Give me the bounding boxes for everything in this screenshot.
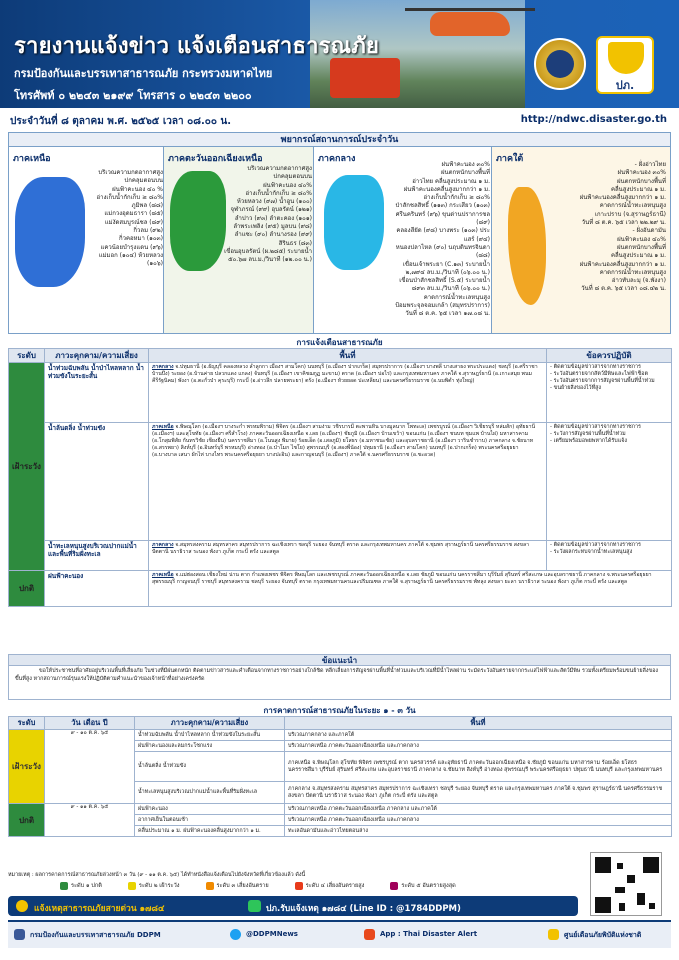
facebook-icon bbox=[14, 929, 25, 940]
region-name: ภาคกลาง bbox=[318, 154, 356, 164]
date-cell: ๙ - ๑๐ ต.ค. ๖๕ bbox=[45, 730, 135, 804]
hazard-cell: น้ำล้นตลิ่ง น้ำท่วมขัง bbox=[135, 752, 285, 782]
advice-text: ขอให้ประชาชนที่อาศัยอยู่บริเวณพื้นที่เสี่ยงภัย ในช่วงที่มีฝนตกหนัก ติดตามข่าวสารและคำเตือนจากทางราชการอย่างใกล้ชิด หลีกเลี่ยงการสัญจรผ่านพื้นที่น้ำท่วมและบริเวณที่มีน้ำไหลผ่าน ระมัดระวังอันตรายจากกระแสไฟฟ้าและสัตว์มีพิษ รวมทั้งเตรียมพร้อมขนย้ายสิ่งของขึ้นที่สูง หากสถานการณ์รุนแรงให้ปฏิบัติตามคำแนะนำของเจ้าหน้าที่อย่างเคร่งครัด bbox=[8, 666, 671, 700]
legend-label: ระดับ ๒ เฝ้าระวัง bbox=[138, 883, 180, 889]
hotline-number[interactable]: แจ้งเหตุสาธารณภัยสายด่วน ๑๗๘๔ bbox=[34, 904, 165, 914]
area-cell bbox=[149, 363, 547, 423]
facebook-link[interactable]: กรมป้องกันและบรรเทาสาธารณภัย DDPM bbox=[30, 931, 161, 939]
phone-icon bbox=[16, 900, 28, 912]
advice-title: ข้อแนะนำ bbox=[8, 654, 671, 666]
ndwc-logo-icon bbox=[548, 929, 559, 940]
warnings-title: การแจ้งเตือนสาธารณภัย bbox=[296, 338, 383, 347]
website-link[interactable]: http://ndwc.disaster.go.th bbox=[520, 114, 667, 125]
qr-code bbox=[590, 852, 662, 916]
area-cell: บริเวณภาคเหนือ ภาคตะวันออกเฉียงเหนือ และภาคกลาง bbox=[285, 741, 672, 752]
line-contact[interactable]: ปภ.รับแจ้งเหตุ ๑๗๘๔ (Line ID : @1784DDPM) bbox=[266, 904, 461, 914]
ddpm-shield-icon bbox=[608, 42, 644, 74]
hazard-cell: ฝนฟ้าคะนองและลมกระโชกแรง bbox=[135, 741, 285, 752]
region-tag: ภาคเหนือ bbox=[152, 572, 174, 578]
col-area: พื้นที่ bbox=[149, 349, 547, 363]
hazard-cell: ฝนฟ้าคะนอง bbox=[135, 804, 285, 815]
ndwc-name: ศูนย์เตือนภัยพิบัติแห่งชาติ bbox=[564, 931, 642, 939]
col-level: ระดับ bbox=[9, 349, 45, 363]
hazard-cell: น้ำท่วมฉับพลัน น้ำป่าไหลหลาก น้ำท่วมขังในระยะสั้น bbox=[45, 363, 149, 423]
legend-item bbox=[390, 882, 455, 890]
date-cell: ๙ - ๑๑ ต.ค. ๖๕ bbox=[45, 804, 135, 837]
area-text: จ.สมุทรสงคราม สมุทรสาคร สมุทรปราการ ฉะเชิงเทรา ชลบุรี ระยอง จันทบุรี ตราด และกรุงเทพมหานคร ภาคใต้ จ.ชุมพร สุราษฎร์ธานี นครศรีธรรมราช สงขลา ปัตตานี นราธิวาส ระนอง พังงา ภูเก็ต กระบี่ ตรัง และสตูล bbox=[152, 542, 530, 555]
table-row bbox=[9, 730, 672, 741]
legend-swatch bbox=[390, 882, 398, 890]
app-icon bbox=[364, 929, 375, 940]
helicopter-icon bbox=[430, 12, 510, 36]
area-text: จ.แม่ฮ่องสอน เชียงใหม่ น่าน ตาก กำแพงเพชร พิจิตร พิษณุโลก และเพชรบูรณ์ ภาคตะวันออกเฉียงเหนือ จ.เลย ชัยภูมิ ขอนแก่น นครราชสีมา บุรีรัมย์ สุรินทร์ ศรีสะเกษ และอุบลราชธานี ภาคกลาง จ.พระนครศรีอยุธยา สุพรรณบุรี กาญจนบุรี ราชบุรี สมุทรสงคราม ชลบุรี ระยอง จันทบุรี ตราด กรุงเทพมหานครและปริมณฑล ภาคใต้ จ.สุราษฎร์ธานี นครศรีธรรมราช พัทลุง สงขลา ยะลา นราธิวาส ระนอง พังงา ภูเก็ต กระบี่ ตรัง และสตูล bbox=[152, 572, 652, 585]
legend-swatch bbox=[128, 882, 136, 890]
area-cell: ทะเลอันดามันและอ่าวไทยตอนล่าง bbox=[285, 826, 672, 837]
twitter-link[interactable]: @DDPMNews bbox=[246, 930, 298, 938]
forecast-title: การคาดการณ์สาธารณภัยในระยะ ๑ - ๓ วัน bbox=[263, 706, 416, 715]
footer-bar bbox=[8, 920, 671, 948]
advice-cell: - ติดตามข้อมูลข่าวสารจากทางราชการ - ระวังผลกระทบจากน้ำทะเลหนุนสูง bbox=[547, 541, 672, 571]
north-map-icon bbox=[15, 177, 85, 287]
area-cell bbox=[149, 423, 547, 541]
legend-item bbox=[128, 882, 180, 890]
legend-swatch bbox=[60, 882, 68, 890]
area-text: จ.ปทุมธานี (อ.ธัญบุรี คลองหลวง ลำลูกกา เมืองฯ สามโคก) นนทบุรี (อ.เมืองฯ ปากเกร็ด) สมุทรปราการ (อ.เมืองฯ บางพลี บางเสาธง พระประแดง) ชลบุรี (อ.ศรีราชา บ้านบึง) ระยอง (อ.บ้านค่าย ปลวกแดง แกลง) จันทบุรี (อ.เมืองฯ เขาคิชฌกูฏ มะขาม) ตราด (อ.เมืองฯ บ่อไร่) และกรุงเทพมหานคร ภาคใต้ จ.สุราษฎร์ธานี (อ.เกาะสมุย พนม คีรีรัฐนิคม) พังงา (อ.ตะกั่วป่า คุระบุรี) กระบี่ (อ.อ่าวลึก ปลายพระยา) ตรัง (อ.เมืองฯ ห้วยยอด ปะเหลียน) และนครศรีธรรมราช (อ.นบพิตำ ทุ่งใหญ่) bbox=[152, 364, 538, 384]
region-name: ภาคใต้ bbox=[496, 154, 524, 164]
ddpm-logo bbox=[596, 36, 654, 94]
region-name: ภาคเหนือ bbox=[13, 154, 51, 164]
region-tag: ภาคเหนือ bbox=[152, 424, 174, 430]
hazard-cell: คลื่นประมาณ ๑ ม. ฝนฟ้าคะนองคลื่นสูงมากกว่า ๑ ม. bbox=[135, 826, 285, 837]
region-text: บริเวณความกดอากาศสูง ปกคลุมตอนบน ฝนฟ้าคะนอง ๔๐% อ่างเก็บน้ำกักเก็บ ≥ ๘๐% ห้วยหลวง (๙๗) น้ำอูน (๑๐๐) จุฬาภรณ์ (๙๙) อุบลรัตน์ (๑๒๑) ลำปาว (๙๓) ลำตะคอง (๑๐๑) ลำพระเพลิง (๙๕) มูลบน (๙๘) ลำแซะ (๙๐) ลำนางรอง (๙๙) สิรินธร (๘๓) เขื่อนอุบลรัตน์ (ผ.๒๘๕) ระบายน้ำ ๕๐.๖๗ ลบ.ม./วินาที (๑๒.๐๐ น.) bbox=[224, 165, 312, 264]
report-title: รายงานแจ้งข่าว แจ้งเตือนสาธารณภัย bbox=[14, 34, 380, 59]
table-row bbox=[9, 541, 672, 571]
area-cell: บริเวณภาคกลาง และภาคใต้ bbox=[285, 730, 672, 741]
area-cell: ภาคเหนือ จ.พิษณุโลก สุโขทัย พิจิตร เพชรบูรณ์ ตาก นครสวรรค์ และอุทัยธานี ภาคตะวันออกเฉียงเหนือ จ.ชัยภูมิ ขอนแก่น มหาสารคาม ร้อยเอ็ด ยโสธร นครราชสีมา บุรีรัมย์ สุรินทร์ ศรีสะเกษ และอุบลราชธานี ภาคกลาง จ.ชัยนาท สิงห์บุรี อ่างทอง สุพรรณบุรี พระนครศรีอยุธยา ปทุมธานี นนทบุรี และกรุงเทพมหานคร bbox=[285, 752, 672, 782]
area-cell bbox=[149, 571, 672, 607]
legend-item bbox=[60, 882, 102, 890]
legend-label: ระดับ ๓ เสี่ยงอันตราย bbox=[216, 883, 269, 889]
advice-cell: - ติดตามข้อมูลข่าวสารจากทางราชการ - ระวังการสัญจรผ่านพื้นที่น้ำท่วม - เตรียมพร้อมอพยพหากได้รับแจ้ง bbox=[547, 423, 672, 541]
forecast-note: หมายเหตุ : ผลการคาดการณ์สาธารณภัยล่วงหน้า ๓ วัน (๙ - ๑๑ ต.ค. ๖๕) ได้ทำหนังสือแจ้งเตือนไปยังจังหวัดที่เกี่ยวข้องแล้ว ดังนี้ bbox=[8, 872, 306, 878]
daily-forecast-panel bbox=[8, 132, 671, 334]
legend-label: ระดับ ๕ อันตรายสูงสุด bbox=[401, 883, 456, 889]
region-north bbox=[9, 147, 164, 333]
line-app-icon bbox=[248, 900, 261, 912]
warnings-table bbox=[8, 348, 672, 607]
col-area: พื้นที่ bbox=[285, 717, 672, 730]
fire-truck-icon bbox=[330, 58, 400, 98]
hazard-cell: น้ำล้นตลิ่ง น้ำท่วมขัง bbox=[45, 423, 149, 541]
report-date: ประจำวันที่ ๘ ตุลาคม พ.ศ. ๒๕๖๕ เวลา ๐๘.๐๐ น. bbox=[10, 116, 232, 127]
table-row bbox=[9, 363, 672, 423]
region-text: - ฝั่งอ่าวไทย ฝนฟ้าคะนอง ๓๐% ฝนตกหนักบางพื้นที่ คลื่นสูงประมาณ ๑ ม. ฝนฟ้าคะนองคลื่นสูงมากกว่า ๑ ม. คาดการณ์น้ำทะเลหนุนสูง เกาะปราบ (จ.สุราษฎร์ธานี) วันที่ ๘ ต.ค. ๖๕ เวลา ๒๒.๒๙ น. - ฝั่งอันดามัน ฝนฟ้าคะนอง ๔๐% ฝนตกหนักบางพื้นที่ คลื่นสูงประมาณ ๑ ม. ฝนฟ้าคะนองคลื่นสูงมากกว่า ๑ ม. คาดการณ์น้ำทะเลหนุนสูง อ่าวทับละมุ (จ.พังงา) วันที่ ๘ ต.ค. ๖๕ เวลา ๐๘.๔๒ น. bbox=[579, 161, 666, 293]
table-row bbox=[9, 423, 672, 541]
level-normal-cell: ปกติ bbox=[9, 804, 45, 837]
region-tag: ภาคกลาง bbox=[152, 542, 174, 548]
central-map-icon bbox=[324, 175, 384, 270]
area-cell: ภาคกลาง จ.สมุทรสงคราม สมุทรสาคร สมุทรปราการ ฉะเชิงเทรา ชลบุรี ระยอง จันทบุรี ตราด และกรุงเทพมหานคร ภาคใต้ จ.ชุมพร สุราษฎร์ธานี นครศรีธรรมราช สงขลา ปัตตานี นราธิวาส ระนอง พังงา ภูเก็ต กระบี่ ตรัง และสตูล bbox=[285, 782, 672, 804]
northeast-map-icon bbox=[170, 171, 226, 271]
south-map-icon bbox=[508, 187, 546, 305]
level-watch-cell: เฝ้าระวัง bbox=[9, 730, 45, 804]
region-northeast bbox=[164, 147, 314, 333]
area-text: จ.พิษณุโลก (อ.เมืองฯ บางระกำ พรหมพิราม) พิจิตร (อ.เมืองฯ สามง่าม วชิรบารมี ตะพานหิน บางมูลนาก โพทะเล) เพชรบูรณ์ (อ.เมืองฯ วิเชียรบุรี หล่มสัก) อุทัยธานี (อ.เมืองฯ) และสุโขทัย (อ.เมืองฯ ศรีสำโรง) ภาคตะวันออกเฉียงเหนือ จ.เลย (อ.เมืองฯ) ชัยภูมิ (อ.เมืองฯ บ้านเขว้า) ขอนแก่น (อ.เมืองฯ ชนบท ชุมแพ บ้านไผ่) มหาสารคาม (อ.โกสุมพิสัย กันทรวิชัย เชียงยืน) นครราชสีมา (อ.โนนสูง พิมาย) ร้อยเอ็ด (อ.เสลภูมิ) ยโสธร (อ.มหาชนะชัย) และอุบลราชธานี (อ.เมืองฯ วารินชำราบ) ภาคกลาง จ.ชัยนาท (อ.สรรพยา) สิงห์บุรี (อ.อินทร์บุรี พรหมบุรี) อ่างทอง (อ.ป่าโมก ไชโย) สุพรรณบุรี (อ.สองพี่น้อง) ปทุมธานี (อ.เมืองฯ สามโคก) นนทบุรี (อ.ปากเกร็ด) พระนครศรีอยุธยา (อ.บางบาล เสนา ผักไห่ บางไทร พระนครศรีอยุธยา บางปะอิน) และกาญจนบุรี (อ.เมืองฯ) ภาคใต้ จ.นครศรีธรรมราช (อ.ชะอวด) bbox=[152, 424, 536, 458]
ddpm-logo-text: ปภ. bbox=[615, 79, 635, 92]
region-south bbox=[492, 147, 670, 333]
advice-cell: - ติดตามข้อมูลข่าวสารจากทางราชการ - ระวังอันตรายจากสัตว์มีพิษและไฟฟ้าช็อต - ระวังอันตรายจากการสัญจรผ่านพื้นที่น้ำท่วม - ขนย้ายสิ่งของไว้ที่สูง bbox=[547, 363, 672, 423]
twitter-icon bbox=[230, 929, 241, 940]
col-level: ระดับ bbox=[9, 717, 45, 730]
area-cell: บริเวณภาคเหนือ ภาคตะวันออกเฉียงเหนือ ภาคกลาง และภาคใต้ bbox=[285, 804, 672, 815]
helicopter-rotor-icon bbox=[405, 8, 535, 11]
hazard-cell: น้ำทะเลหนุนสูงบริเวณปากแม่น้ำ และพื้นที่ริมฝั่งทะเล bbox=[45, 541, 149, 571]
col-date: วัน เดือน ปี bbox=[45, 717, 135, 730]
level-watch-cell: เฝ้าระวัง bbox=[9, 363, 45, 571]
area-cell: บริเวณภาคเหนือ ภาคตะวันออกเฉียงเหนือ และภาคกลาง bbox=[285, 815, 672, 826]
hotline-bar bbox=[8, 896, 578, 916]
forecast-panel-title: พยากรณ์สถานการณ์ประจำวัน bbox=[9, 133, 670, 147]
level-normal-cell: ปกติ bbox=[9, 571, 45, 607]
legend-label: ระดับ ๔ เสี่ยงอันตรายสูง bbox=[305, 883, 365, 889]
region-name: ภาคตะวันออกเฉียงเหนือ bbox=[168, 154, 263, 164]
col-hazard: ภาวะคุกคาม/ความเสี่ยง bbox=[45, 349, 149, 363]
report-header bbox=[0, 0, 679, 108]
legend-item bbox=[206, 882, 269, 890]
area-cell bbox=[149, 541, 547, 571]
legend-swatch bbox=[206, 882, 214, 890]
legend-swatch bbox=[295, 882, 303, 890]
hazard-cell: น้ำท่วมฉับพลัน น้ำป่าไหลหลาก น้ำท่วมขังในระยะสั้น bbox=[135, 730, 285, 741]
col-advice: ข้อควรปฏิบัติ bbox=[547, 349, 672, 363]
ministry-seal-icon bbox=[534, 38, 586, 90]
contact-phone: โทรศัพท์ ๐ ๒๒๔๓ ๒๑๙๙ โทรสาร ๐ ๒๒๔๓ ๒๒๐๐ bbox=[14, 89, 252, 102]
forecast-table bbox=[8, 716, 672, 837]
hazard-cell: น้ำทะเลหนุนสูงบริเวณปากแม่น้ำและพื้นที่ริมฝั่งทะเล bbox=[135, 782, 285, 804]
table-row bbox=[9, 571, 672, 607]
col-hazard: ภาวะคุกคาม/ความเสี่ยง bbox=[135, 717, 285, 730]
report-subtitle: กรมป้องกันและบรรเทาสาธารณภัย กระทรวงมหาดไทย bbox=[14, 67, 273, 80]
region-text: บริเวณความกดอากาศสูง ปกคลุมตอนบน ฝนฟ้าคะนอง ๔๐ % อ่างเก็บน้ำกักเก็บ ≥ ๘๐% ภูมิพล (๘๘) แม่กวงอุดมธารา (๘๕) แม่งัดสมบูรณ์ชล (๘๙) กิ่วลม (๙๒) กิ่วคอหมา (๑๐๓) แควน้อยบำรุงแดน (๙๖) แม่มอก (๑๐๔) ห้วยหลวง (๑๐๖) bbox=[96, 169, 163, 268]
legend-label: ระดับ ๑ ปกติ bbox=[71, 883, 102, 889]
region-central bbox=[314, 147, 492, 333]
level-legend bbox=[60, 880, 580, 892]
date-row bbox=[8, 112, 671, 130]
table-row bbox=[9, 804, 672, 815]
app-link[interactable]: App : Thai Disaster Alert bbox=[380, 930, 478, 938]
hazard-cell: อากาศเย็นในตอนเช้า bbox=[135, 815, 285, 826]
region-tag: ภาคกลาง bbox=[152, 364, 174, 370]
region-text: ฝนฟ้าคะนอง ๓๐% ฝนตกหนักบางพื้นที่ อ่าวไทย คลื่นสูงประมาณ ๑ ม. ฝนฟ้าคะนองคลื่นสูงมากกว่า ๑ ม. อ่างเก็บน้ำกักเก็บ ≥ ๘๐% ป่าสักชลสิทธิ์ (๑๑๓) กระเสียว (๑๐๓) ศรีนครินทร์ (๙๖) ขุนด่านปราการชล (๘๙) คลองสียัด (๙๘) บางพระ (๑๐๓) ประแสร์ (๙๔) หนองปลาไหล (๙๐) นฤบดินทรจินดา (๘๘) เขื่อนเจ้าพระยา (C.๑๓) ระบายน้ำ ๒,๗๙๔ ลบ.ม./วินาที (๐๖.๐๐ น.) เขื่อนป่าสักชลสิทธิ์ (S.๕) ระบายน้ำ ๘๙๓ ลบ.ม./วินาที (๐๖.๐๐ น.) คาดการณ์น้ำทะเลหนุนสูง ป้อมพระจุลจอมเกล้า (สมุทรปราการ) วันที่ ๘ ต.ค. ๖๕ เวลา ๑๗.๐๘ น. bbox=[395, 161, 490, 318]
legend-item bbox=[295, 882, 365, 890]
hazard-cell: ฝนฟ้าคะนอง bbox=[45, 571, 149, 607]
